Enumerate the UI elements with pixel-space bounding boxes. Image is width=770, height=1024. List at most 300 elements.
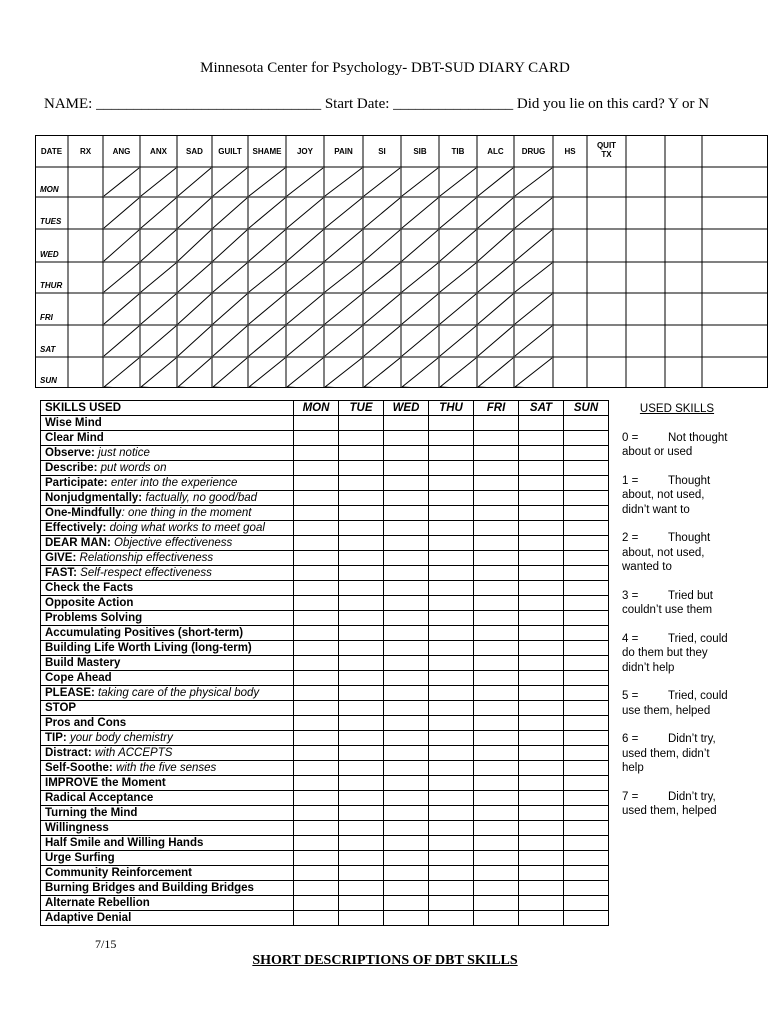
skill-cell-mon[interactable] [294,866,339,881]
skill-row [41,911,609,926]
skill-cell-sat[interactable] [519,461,564,476]
skill-cell-sun[interactable] [564,746,609,761]
skill-cell-sat[interactable] [519,686,564,701]
skill-name [41,476,294,491]
skill-cell-sat[interactable] [519,446,564,461]
skill-cell-sat[interactable] [519,521,564,536]
skill-description: taking care of the physical body [98,687,260,699]
skill-cell-sun[interactable] [564,461,609,476]
skill-cell-thu[interactable] [429,596,474,611]
skill-cell-sun[interactable] [564,896,609,911]
skill-cell-fri[interactable] [474,881,519,896]
skill-cell-mon[interactable] [294,596,339,611]
skill-cell-tue[interactable] [339,731,384,746]
skill-cell-thu[interactable] [429,866,474,881]
skill-name [41,521,294,536]
skill-cell-sun[interactable] [564,611,609,626]
skill-cell-tue[interactable] [339,746,384,761]
skill-cell-fri[interactable] [474,431,519,446]
skill-cell-sun[interactable] [564,821,609,836]
skill-cell-wed[interactable] [384,806,429,821]
skill-label: Clear Mind [45,432,104,444]
skill-cell-thu[interactable] [429,416,474,431]
legend-text: Didn’t try, used them, didn’t help [622,733,716,774]
skill-cell-tue[interactable] [339,836,384,851]
skill-cell-sun[interactable] [564,851,609,866]
skill-cell-sun[interactable] [564,596,609,611]
skill-cell-fri[interactable] [474,896,519,911]
skill-cell-tue[interactable] [339,716,384,731]
skill-cell-sat[interactable] [519,896,564,911]
skill-row [41,716,609,731]
skill-cell-fri[interactable] [474,671,519,686]
skill-cell-thu[interactable] [429,611,474,626]
skill-cell-sat[interactable] [519,821,564,836]
skill-cell-mon[interactable] [294,491,339,506]
skill-cell-mon[interactable] [294,506,339,521]
cell-slash [325,326,362,356]
skill-cell-sun[interactable] [564,416,609,431]
skill-cell-sat[interactable] [519,761,564,776]
skill-cell-wed[interactable] [384,851,429,866]
skill-cell-mon[interactable] [294,446,339,461]
skill-cell-mon[interactable] [294,716,339,731]
skill-cell-sat[interactable] [519,536,564,551]
column-header-hs: HS [564,147,576,156]
skill-cell-wed[interactable] [384,416,429,431]
skill-cell-wed[interactable] [384,551,429,566]
skill-cell-thu[interactable] [429,821,474,836]
skill-cell-sun[interactable] [564,716,609,731]
skill-cell-mon[interactable] [294,431,339,446]
skill-cell-wed[interactable] [384,686,429,701]
skill-cell-sat[interactable] [519,836,564,851]
skill-cell-wed[interactable] [384,911,429,926]
skill-cell-fri[interactable] [474,656,519,671]
skill-cell-tue[interactable] [339,551,384,566]
skill-cell-sun[interactable] [564,791,609,806]
skill-cell-thu[interactable] [429,896,474,911]
skill-cell-thu[interactable] [429,836,474,851]
skill-cell-mon[interactable] [294,416,339,431]
cell-slash [440,230,476,261]
skill-cell-thu[interactable] [429,731,474,746]
skill-cell-fri[interactable] [474,716,519,731]
skill-cell-fri[interactable] [474,746,519,761]
skill-cell-fri[interactable] [474,761,519,776]
skill-cell-sun[interactable] [564,476,609,491]
skill-cell-sat[interactable] [519,881,564,896]
legend-number: 2 = [622,532,639,544]
skill-cell-wed[interactable] [384,776,429,791]
skill-cell-thu[interactable] [429,776,474,791]
skills-used-header: SKILLS USED [41,401,294,416]
skill-cell-thu[interactable] [429,716,474,731]
skill-cell-tue[interactable] [339,656,384,671]
skill-cell-wed[interactable] [384,821,429,836]
skill-cell-wed[interactable] [384,731,429,746]
skill-cell-wed[interactable] [384,431,429,446]
skill-cell-fri[interactable] [474,626,519,641]
skill-cell-tue[interactable] [339,671,384,686]
skill-label: IMPROVE the Moment [45,777,166,789]
skill-cell-thu[interactable] [429,806,474,821]
skill-cell-thu[interactable] [429,446,474,461]
skill-cell-mon[interactable] [294,566,339,581]
skill-cell-tue[interactable] [339,476,384,491]
skill-cell-wed[interactable] [384,536,429,551]
skill-cell-sat[interactable] [519,611,564,626]
skill-cell-thu[interactable] [429,671,474,686]
skill-name [41,821,294,836]
skill-cell-wed[interactable] [384,716,429,731]
skill-cell-mon[interactable] [294,701,339,716]
skill-cell-wed[interactable] [384,461,429,476]
skill-cell-thu[interactable] [429,431,474,446]
skill-cell-mon[interactable] [294,656,339,671]
skill-cell-thu[interactable] [429,521,474,536]
skill-cell-sat[interactable] [519,851,564,866]
skill-cell-tue[interactable] [339,851,384,866]
skill-cell-sat[interactable] [519,641,564,656]
skill-row [41,791,609,806]
legend-text: Tried, could do them but they didn’t help [622,632,728,674]
skill-label: Distract: [45,747,92,759]
skill-cell-thu[interactable] [429,761,474,776]
skill-cell-fri[interactable] [474,866,519,881]
skill-cell-sun[interactable] [564,806,609,821]
skill-cell-fri[interactable] [474,581,519,596]
skill-cell-mon[interactable] [294,671,339,686]
skill-cell-thu[interactable] [429,851,474,866]
skill-cell-fri[interactable] [474,611,519,626]
skill-cell-wed[interactable] [384,476,429,491]
skill-cell-sat[interactable] [519,791,564,806]
skill-row [41,431,609,446]
skill-cell-thu[interactable] [429,551,474,566]
column-header-shame: SHAME [252,147,282,156]
skill-cell-tue[interactable] [339,596,384,611]
skill-cell-thu[interactable] [429,656,474,671]
skill-description: with ACCEPTS [94,747,173,759]
cell-slash [141,198,176,228]
skill-cell-sat[interactable] [519,491,564,506]
legend-item [622,531,732,575]
skill-cell-tue[interactable] [339,461,384,476]
skill-cell-mon[interactable] [294,881,339,896]
skill-name [41,626,294,641]
skill-cell-sat[interactable] [519,551,564,566]
skill-row [41,776,609,791]
column-header-drug: DRUG [521,147,546,156]
skill-cell-tue[interactable] [339,806,384,821]
skill-cell-wed[interactable] [384,671,429,686]
legend-item [622,732,732,776]
skill-cell-mon[interactable] [294,476,339,491]
skill-cell-sun[interactable] [564,506,609,521]
skill-cell-mon[interactable] [294,836,339,851]
skill-cell-thu[interactable] [429,791,474,806]
skill-cell-sat[interactable] [519,911,564,926]
skill-cell-sat[interactable] [519,746,564,761]
skill-cell-fri[interactable] [474,776,519,791]
skill-cell-mon[interactable] [294,626,339,641]
skill-cell-sat[interactable] [519,476,564,491]
skill-cell-mon[interactable] [294,536,339,551]
skill-cell-mon[interactable] [294,821,339,836]
cell-slash [402,230,438,261]
skill-cell-sun[interactable] [564,551,609,566]
skill-cell-wed[interactable] [384,746,429,761]
skill-cell-wed[interactable] [384,446,429,461]
skill-cell-fri[interactable] [474,791,519,806]
skill-cell-fri[interactable] [474,476,519,491]
skill-cell-wed[interactable] [384,581,429,596]
skill-cell-fri[interactable] [474,566,519,581]
skill-cell-thu[interactable] [429,746,474,761]
skill-cell-thu[interactable] [429,506,474,521]
skill-cell-thu[interactable] [429,626,474,641]
legend-item [622,474,732,518]
skill-cell-tue[interactable] [339,491,384,506]
skill-cell-tue[interactable] [339,611,384,626]
cell-slash [325,230,362,261]
skill-cell-tue[interactable] [339,641,384,656]
skill-cell-thu[interactable] [429,536,474,551]
skill-cell-tue[interactable] [339,581,384,596]
skill-cell-sat[interactable] [519,701,564,716]
skill-cell-mon[interactable] [294,911,339,926]
skill-description: with the five senses [115,762,217,774]
skill-cell-thu[interactable] [429,461,474,476]
skill-cell-sun[interactable] [564,491,609,506]
skill-cell-fri[interactable] [474,806,519,821]
skill-cell-sun[interactable] [564,536,609,551]
skill-cell-fri[interactable] [474,836,519,851]
skill-cell-thu[interactable] [429,476,474,491]
day-label-sat: SAT [40,345,56,354]
skill-cell-sun[interactable] [564,911,609,926]
skill-cell-wed[interactable] [384,896,429,911]
legend-number: 7 = [622,790,639,803]
skill-cell-sat[interactable] [519,626,564,641]
skill-cell-sun[interactable] [564,521,609,536]
skill-cell-fri[interactable] [474,536,519,551]
skill-cell-fri[interactable] [474,851,519,866]
skill-cell-sun[interactable] [564,641,609,656]
skill-cell-mon[interactable] [294,731,339,746]
skill-cell-fri[interactable] [474,821,519,836]
skill-cell-mon[interactable] [294,851,339,866]
skill-cell-tue[interactable] [339,416,384,431]
skill-row [41,881,609,896]
skill-cell-thu[interactable] [429,881,474,896]
skill-cell-tue[interactable] [339,446,384,461]
skill-cell-sat[interactable] [519,506,564,521]
skill-cell-wed[interactable] [384,656,429,671]
skill-cell-sat[interactable] [519,866,564,881]
skill-cell-wed[interactable] [384,506,429,521]
skill-cell-mon[interactable] [294,791,339,806]
skill-cell-wed[interactable] [384,641,429,656]
skill-cell-sat[interactable] [519,656,564,671]
skill-cell-mon[interactable] [294,641,339,656]
skill-cell-fri[interactable] [474,461,519,476]
skill-cell-mon[interactable] [294,551,339,566]
skill-cell-wed[interactable] [384,566,429,581]
skill-cell-mon[interactable] [294,776,339,791]
skill-cell-sun[interactable] [564,671,609,686]
skill-cell-fri[interactable] [474,506,519,521]
skill-cell-fri[interactable] [474,701,519,716]
skill-cell-sat[interactable] [519,416,564,431]
skill-cell-wed[interactable] [384,791,429,806]
skill-cell-fri[interactable] [474,446,519,461]
cell-slash [178,230,211,261]
skill-cell-wed[interactable] [384,626,429,641]
skill-label: Radical Acceptance [45,792,154,804]
skill-cell-thu[interactable] [429,701,474,716]
skill-cell-sun[interactable] [564,656,609,671]
skill-cell-tue[interactable] [339,791,384,806]
skill-cell-mon[interactable] [294,581,339,596]
skill-cell-mon[interactable] [294,761,339,776]
skill-cell-wed[interactable] [384,701,429,716]
skill-row [41,626,609,641]
skill-cell-fri[interactable] [474,521,519,536]
cell-slash [478,358,513,387]
cell-slash [104,294,139,324]
skill-cell-mon[interactable] [294,461,339,476]
skill-label: FAST: [45,567,77,579]
skill-cell-wed[interactable] [384,881,429,896]
skill-cell-sat[interactable] [519,806,564,821]
skill-cell-wed[interactable] [384,866,429,881]
skill-cell-wed[interactable] [384,611,429,626]
skill-cell-sat[interactable] [519,776,564,791]
skill-cell-mon[interactable] [294,521,339,536]
skill-cell-sat[interactable] [519,596,564,611]
skill-cell-sat[interactable] [519,731,564,746]
skill-cell-tue[interactable] [339,431,384,446]
skill-cell-sun[interactable] [564,776,609,791]
skill-cell-fri[interactable] [474,731,519,746]
skill-cell-tue[interactable] [339,911,384,926]
cell-slash [515,168,552,196]
skill-cell-fri[interactable] [474,491,519,506]
legend-number: 3 = [622,589,639,602]
skill-label: Half Smile and Willing Hands [45,837,204,849]
skill-cell-wed[interactable] [384,596,429,611]
skill-row [41,761,609,776]
skill-row [41,836,609,851]
skill-cell-fri[interactable] [474,416,519,431]
skill-row [41,731,609,746]
skill-cell-sun[interactable] [564,866,609,881]
legend-item [622,790,732,819]
skill-cell-mon[interactable] [294,611,339,626]
skill-cell-tue[interactable] [339,776,384,791]
skill-cell-tue[interactable] [339,701,384,716]
skill-cell-mon[interactable] [294,686,339,701]
skill-cell-wed[interactable] [384,761,429,776]
skill-cell-sun[interactable] [564,836,609,851]
skill-cell-wed[interactable] [384,491,429,506]
cell-slash [440,294,476,324]
skill-cell-wed[interactable] [384,836,429,851]
skill-cell-tue[interactable] [339,536,384,551]
skill-cell-fri[interactable] [474,596,519,611]
skill-cell-thu[interactable] [429,641,474,656]
cell-slash [213,198,247,228]
skill-cell-mon[interactable] [294,896,339,911]
skill-cell-sat[interactable] [519,566,564,581]
skill-cell-thu[interactable] [429,581,474,596]
skill-cell-wed[interactable] [384,521,429,536]
skill-cell-sat[interactable] [519,431,564,446]
skill-cell-sat[interactable] [519,716,564,731]
skill-cell-tue[interactable] [339,566,384,581]
skill-cell-tue[interactable] [339,521,384,536]
cell-slash [104,168,139,196]
skill-cell-fri[interactable] [474,911,519,926]
skill-cell-tue[interactable] [339,821,384,836]
skill-cell-sun[interactable] [564,701,609,716]
skill-cell-tue[interactable] [339,686,384,701]
skill-cell-sun[interactable] [564,881,609,896]
skill-cell-sun[interactable] [564,581,609,596]
skill-row [41,821,609,836]
legend-title: USED SKILLS [639,403,715,415]
skill-row [41,491,609,506]
skill-cell-sun[interactable] [564,431,609,446]
skill-cell-sun[interactable] [564,761,609,776]
column-header-tib: TIB [451,147,465,156]
skill-cell-tue[interactable] [339,626,384,641]
skill-cell-thu[interactable] [429,491,474,506]
skill-cell-sun[interactable] [564,686,609,701]
skill-cell-fri[interactable] [474,641,519,656]
column-header-si: SI [378,147,386,156]
skill-cell-sun[interactable] [564,731,609,746]
skill-cell-sun[interactable] [564,566,609,581]
skill-name [41,731,294,746]
skill-cell-thu[interactable] [429,911,474,926]
skill-cell-fri[interactable] [474,551,519,566]
cell-slash [178,198,211,228]
skill-cell-tue[interactable] [339,866,384,881]
skill-cell-mon[interactable] [294,746,339,761]
skills-header-row [41,401,609,416]
skill-cell-fri[interactable] [474,686,519,701]
skill-cell-tue[interactable] [339,506,384,521]
skill-cell-sun[interactable] [564,446,609,461]
skill-cell-mon[interactable] [294,806,339,821]
skill-cell-thu[interactable] [429,686,474,701]
skill-cell-sat[interactable] [519,581,564,596]
skill-name [41,611,294,626]
skill-cell-sat[interactable] [519,671,564,686]
skill-description: your body chemistry [69,732,173,744]
skill-cell-tue[interactable] [339,896,384,911]
legend-item [622,589,732,618]
skill-label: Adaptive Denial [45,912,132,924]
skill-cell-tue[interactable] [339,881,384,896]
skill-cell-sun[interactable] [564,626,609,641]
skill-name [41,596,294,611]
skill-cell-tue[interactable] [339,761,384,776]
skill-cell-thu[interactable] [429,566,474,581]
